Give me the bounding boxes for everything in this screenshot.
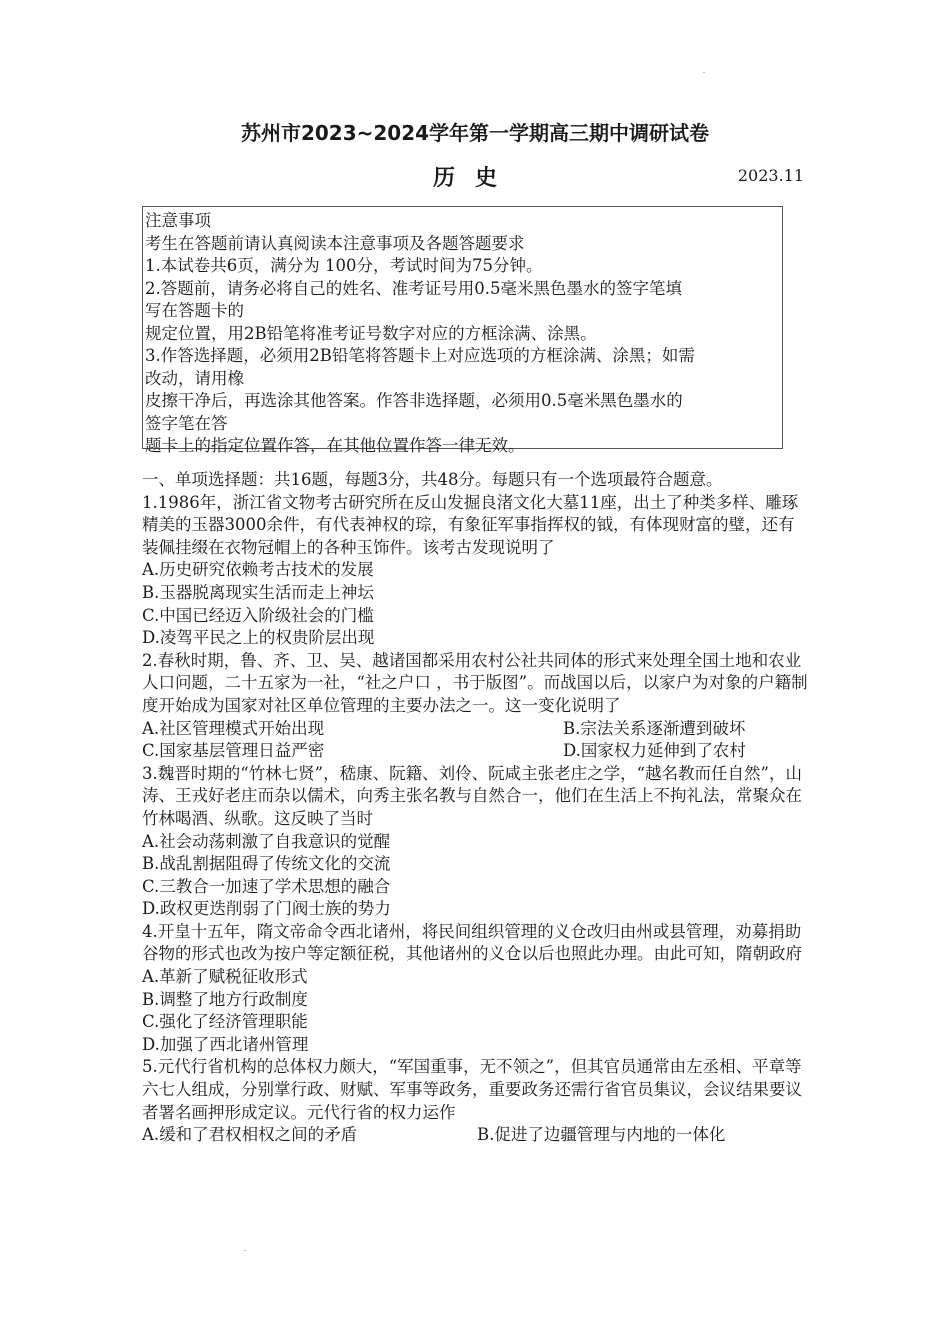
notice-line: 改动，请用橡 (145, 368, 244, 388)
notice-line: 题卡上的指定位置作答，在其他位置作答一律无效。 (145, 436, 525, 455)
notice-line: 2.答题前，请务必将自己的姓名、准考证号用0.5毫米黑色墨水的签字笔填 (145, 278, 682, 298)
option: A.历史研究依赖考古技术的发展 (142, 560, 374, 580)
exam-title: 苏州市2023~2024学年第一学期高三期中调研试卷 (240, 121, 710, 145)
exam-date: 2023.11 (737, 166, 804, 185)
option: D.国家权力延伸到了农村 (563, 741, 746, 761)
option: B.玉器脱离现实生活而走上神坛 (142, 582, 374, 602)
notice-line: 签字笔在答 (145, 413, 228, 433)
option: C.国家基层管理日益严密 (142, 741, 325, 761)
question-body (142, 469, 809, 1147)
option: A.革新了赋税征收形式 (142, 967, 308, 987)
option-row (142, 1124, 809, 1147)
option: B.战乱割据阻碍了传统文化的交流 (142, 854, 391, 874)
question-stem: 2.春秋时期，鲁、齐、卫、吴、越诸国都采用农村公社共同体的形式来处理全国土地和农业人口问题，二十五家为一社，“社之户口 ，书于版图”。而战国以后，以家户为对象的户籍制度开始成为国家对社区单位管理的主要办法之一。这一变化说明了 (142, 650, 808, 715)
question-stem: 3.魏晋时期的“竹林七贤”，嵇康、阮籍、刘伶、阮咸主张老庄之学，“越名教而任自然”，山涛、王戎好老庄而杂以儒术，向秀主张名教与自然合一，他们在生活上不拘礼法，常聚众在竹林喝酒、纵歌。这反映了当时 (142, 763, 802, 828)
option: D.凌驾平民之上的权贵阶层出现 (142, 628, 375, 648)
option: B.促进了边疆管理与内地的一体化 (477, 1125, 726, 1145)
option: A.社区管理模式开始出现 (142, 718, 325, 738)
notice-line: 皮擦干净后，再选涂其他答案。作答非选择题，必须用0.5毫米黑色墨水的 (145, 391, 683, 410)
option: C.三教合一加速了学术思想的融合 (142, 876, 391, 896)
option-row (142, 718, 809, 741)
option: C.中国已经迈入阶级社会的门槛 (142, 605, 374, 625)
option: A.缓和了君权相权之间的矛盾 (142, 1125, 358, 1145)
notice-line: 考生在答题前请认真阅读本注意事项及各题答题要求 (145, 233, 525, 253)
question-stem: 4.开皇十五年，隋文帝命令西北诸州，将民间组织管理的义仓改归由州或县管理，劝募捐助谷物的形式也改为按户等定额征税，其他诸州的义仓以后也照此办理。由此可知，隋朝政府 (142, 921, 802, 964)
notice-box (142, 206, 783, 455)
option-row (142, 740, 809, 763)
notice-line: 1.本试卷共6页，满分为 100分，考试时间为75分钟。 (145, 256, 543, 275)
question-stem: 5.元代行省机构的总体权力颇大，“军国重事，无不领之”，但其官员通常由左丞相、平章等六七人组成，分别掌行政、财赋、军事等政务，重要政务还需行省官员集议，会议结果要议者署名画押形成定议。元代行省的权力运作 (142, 1057, 802, 1122)
notice-line: 注意事项 (145, 211, 211, 230)
option: B.调整了地方行政制度 (142, 989, 308, 1009)
option: C.强化了经济管理职能 (142, 1012, 308, 1032)
option: D.政权更迭削弱了门阀士族的势力 (142, 899, 391, 919)
notice-line: 规定位置，用2B铅笔将准考证号数字对应的方框涂满、涂黑。 (145, 323, 597, 343)
section-heading: 一、单项选择题：共16题，每题3分，共48分。每题只有一个选项最符合题意。 (142, 470, 723, 489)
notice-line: 写在答题卡的 (145, 301, 244, 320)
subject-title: 历史 (432, 166, 517, 191)
scan-speck (703, 72, 705, 73)
question-stem: 1.1986年，浙江省文物考古研究所在反山发掘良渚文化大墓11座，出土了种类多样、雕琢精美的玉器3000余件，有代表神权的琮，有象征军事指挥权的钺，有体现财富的璧，还有装佩挂缀在衣物冠帽上的各种玉饰件。该考古发现说明了 (142, 492, 799, 557)
option: A.社会动荡刺激了自我意识的觉醒 (142, 831, 391, 851)
option: D.加强了西北诸州管理 (142, 1034, 309, 1054)
notice-line: 3.作答选择题，必须用2B铅笔将答题卡上对应选项的方框涂满、涂黑；如需 (145, 346, 695, 365)
scan-speck (244, 1250, 246, 1251)
option: B.宗法关系逐渐遭到破坏 (563, 718, 746, 738)
